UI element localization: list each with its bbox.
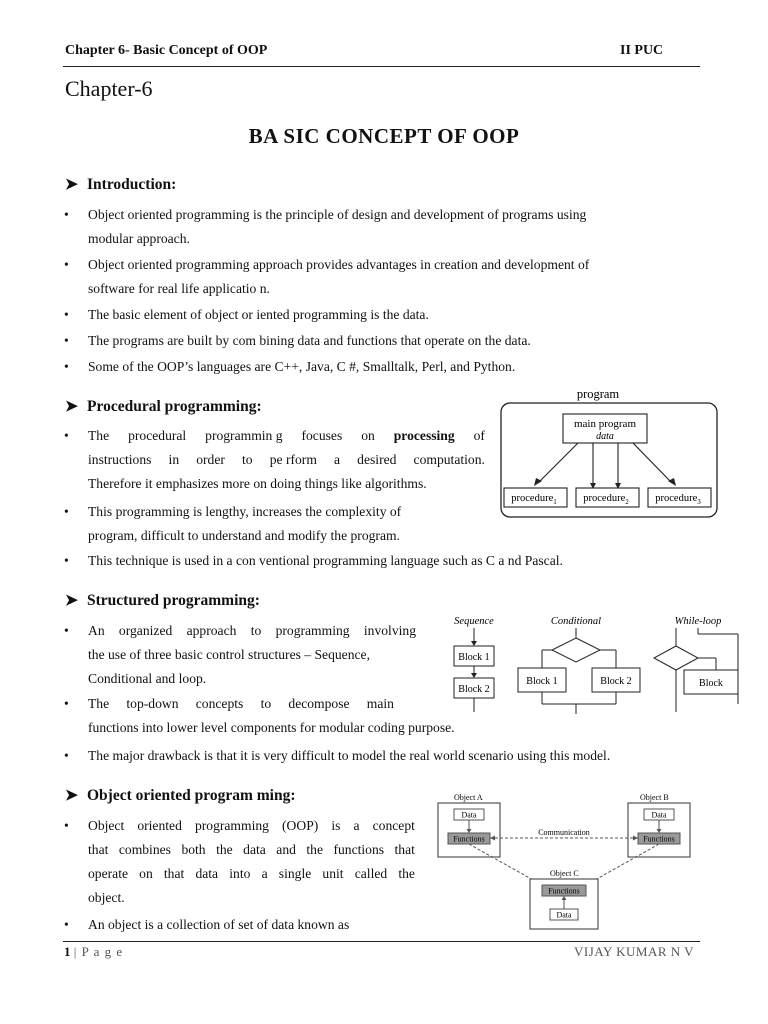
svg-text:Functions: Functions [643, 834, 675, 844]
section-heading-introduction: ➤ Introduction: [65, 176, 177, 193]
section-heading-procedural: ➤ Procedural programming: [65, 398, 262, 415]
page-number: 1 | P a g e [64, 944, 124, 959]
section-heading-oop: ➤ Object oriented program ming: [65, 787, 296, 804]
svg-text:Data: Data [556, 910, 572, 920]
arrow-bullet-icon: ➤ [65, 592, 78, 609]
svg-text:Block 1: Block 1 [526, 676, 558, 687]
svg-text:data: data [596, 431, 614, 442]
svg-text:Conditional: Conditional [550, 616, 602, 627]
svg-text:Sequence: Sequence [454, 616, 494, 627]
svg-text:Functions: Functions [548, 886, 580, 896]
svg-text:Object C: Object C [550, 869, 579, 878]
svg-text:Object B: Object B [640, 793, 669, 802]
svg-text:procedure3: procedure$_3$ [655, 493, 701, 506]
arrow-bullet-icon: ➤ [65, 176, 78, 193]
svg-text:Data: Data [651, 810, 667, 820]
svg-text:main program: main program [573, 418, 637, 430]
svg-text:Block: Block [699, 678, 723, 689]
svg-text:Functions: Functions [453, 834, 485, 844]
footer-rule [63, 941, 700, 942]
header-left: Chapter 6- Basic Concept of OOP [65, 43, 268, 58]
chapter-label: Chapter-6 [65, 76, 153, 101]
procedural-diagram [498, 385, 720, 521]
arrow-bullet-icon: ➤ [65, 787, 78, 804]
diagram-title: program [576, 387, 620, 401]
svg-text:procedure2: procedure$_2$ [583, 493, 629, 506]
svg-text:While-loop: While-loop [674, 616, 722, 627]
page-title: BA SIC CONCEPT OF OOP [248, 124, 520, 148]
svg-text:Data: Data [461, 810, 477, 820]
svg-text:Block 2: Block 2 [458, 684, 490, 695]
svg-text:Block 2: Block 2 [600, 676, 632, 687]
svg-text:procedure1: procedure$_1$ [511, 493, 557, 506]
header-right: II PUC [620, 43, 664, 58]
footer-author: VIJAY KUMAR N V [574, 944, 695, 959]
structured-diagram [426, 612, 742, 716]
svg-text:Communication: Communication [538, 828, 590, 837]
arrow-bullet-icon: ➤ [65, 398, 78, 415]
svg-text:Block 1: Block 1 [458, 652, 490, 663]
header-rule [63, 66, 700, 67]
svg-text:Object A: Object A [454, 793, 483, 802]
section-heading-structured: ➤ Structured programming: [65, 592, 260, 609]
oop-diagram [432, 792, 704, 932]
